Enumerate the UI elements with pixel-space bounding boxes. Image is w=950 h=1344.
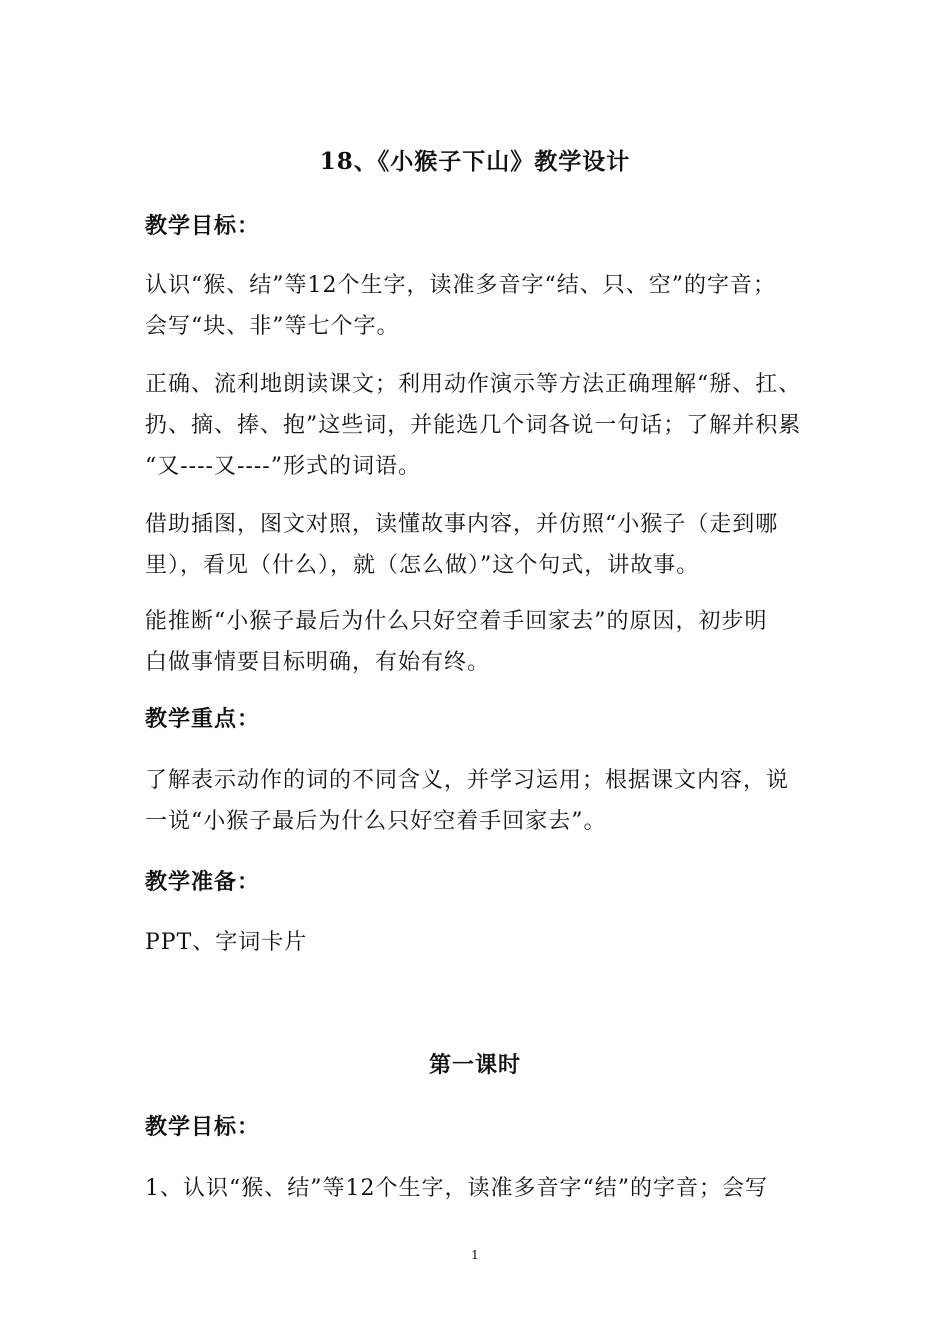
paragraph-line: “又----又----”形式的词语。: [145, 454, 421, 479]
lesson1-objectives-heading: 教学目标：: [145, 1114, 261, 1140]
lesson1-first-item: [145, 1168, 810, 1209]
paragraph-line: 扔、摘、捧、抱”这些词，并能选几个词各说一句话；了解并积累: [145, 413, 802, 438]
objectives-paragraph-2: [145, 364, 810, 487]
objectives-paragraph-4: [145, 601, 810, 683]
paragraph-line: 一说“小猴子最后为什么只好空着手回家去”。: [145, 809, 607, 834]
page-number: 1: [471, 1248, 479, 1262]
key-points-heading: 教学重点：: [145, 706, 261, 732]
paragraph-line: 了解表示动作的词的不同含义，并学习运用；根据课文内容，说: [145, 768, 790, 793]
paragraph-line: 能推断“小猴子最后为什么只好空着手回家去”的原因，初步明: [145, 609, 768, 634]
paragraph-line: 正确、流利地朗读课文；利用动作演示等方法正确理解“掰、扛、: [145, 372, 802, 397]
lesson1-title: 第一课时: [428, 1052, 521, 1078]
paragraph-line: PPT、字词卡片: [145, 930, 308, 955]
preparation-text: [145, 922, 810, 963]
paragraph-line: 借助插图，图文对照，读懂故事内容，并仿照“小猴子（走到哪: [145, 512, 779, 537]
objectives-paragraph-3: [145, 504, 810, 586]
paragraph-line: 白做事情要目标明确，有始有终。: [145, 650, 491, 675]
objectives-paragraph-1: [145, 265, 810, 347]
paragraph-line: 1、认识“猴、结”等12个生字，读准多音字“结”的字音；会写: [145, 1176, 768, 1201]
objectives-heading: 教学目标：: [145, 213, 261, 239]
key-points-paragraph: [145, 760, 810, 842]
document-title: 18、《小猴子下山》教学设计: [319, 148, 631, 175]
paragraph-line: 会写“块、非”等七个字。: [145, 314, 400, 339]
paragraph-line: 认识“猴、结”等12个生字，读准多音字“结、只、空”的字音；: [145, 273, 776, 298]
paragraph-line: 里），看见（什么），就（怎么做）”这个句式，讲故事。: [145, 553, 700, 578]
preparation-heading: 教学准备：: [145, 869, 261, 895]
